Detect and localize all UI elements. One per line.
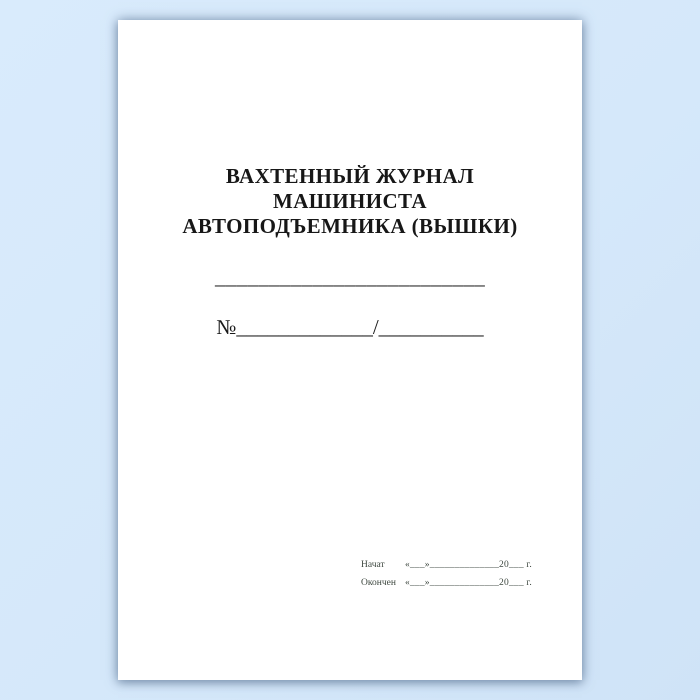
end-date-row [361, 577, 532, 589]
journal-title-line-1: ВАХТЕННЫЙ ЖУРНАЛ [225, 164, 475, 188]
journal-number-line: №_____________/__________ [216, 315, 484, 339]
start-date-row [361, 559, 532, 571]
end-date-label: Окончен [361, 578, 396, 588]
end-date-value: «___»______________20___ г. [405, 578, 532, 588]
journal-cover-page [118, 20, 582, 680]
date-fields-block [361, 559, 532, 595]
start-date-value: «___»______________20___ г. [405, 560, 532, 570]
start-date-label: Начат [361, 560, 385, 570]
journal-title-line-3: АВТОПОДЪЕМНИКА (ВЫШКИ) [182, 214, 518, 238]
journal-title-line-2: МАШИНИСТА [273, 189, 427, 213]
organization-blank-line: _________________________ [215, 265, 485, 289]
journal-title [118, 164, 582, 239]
